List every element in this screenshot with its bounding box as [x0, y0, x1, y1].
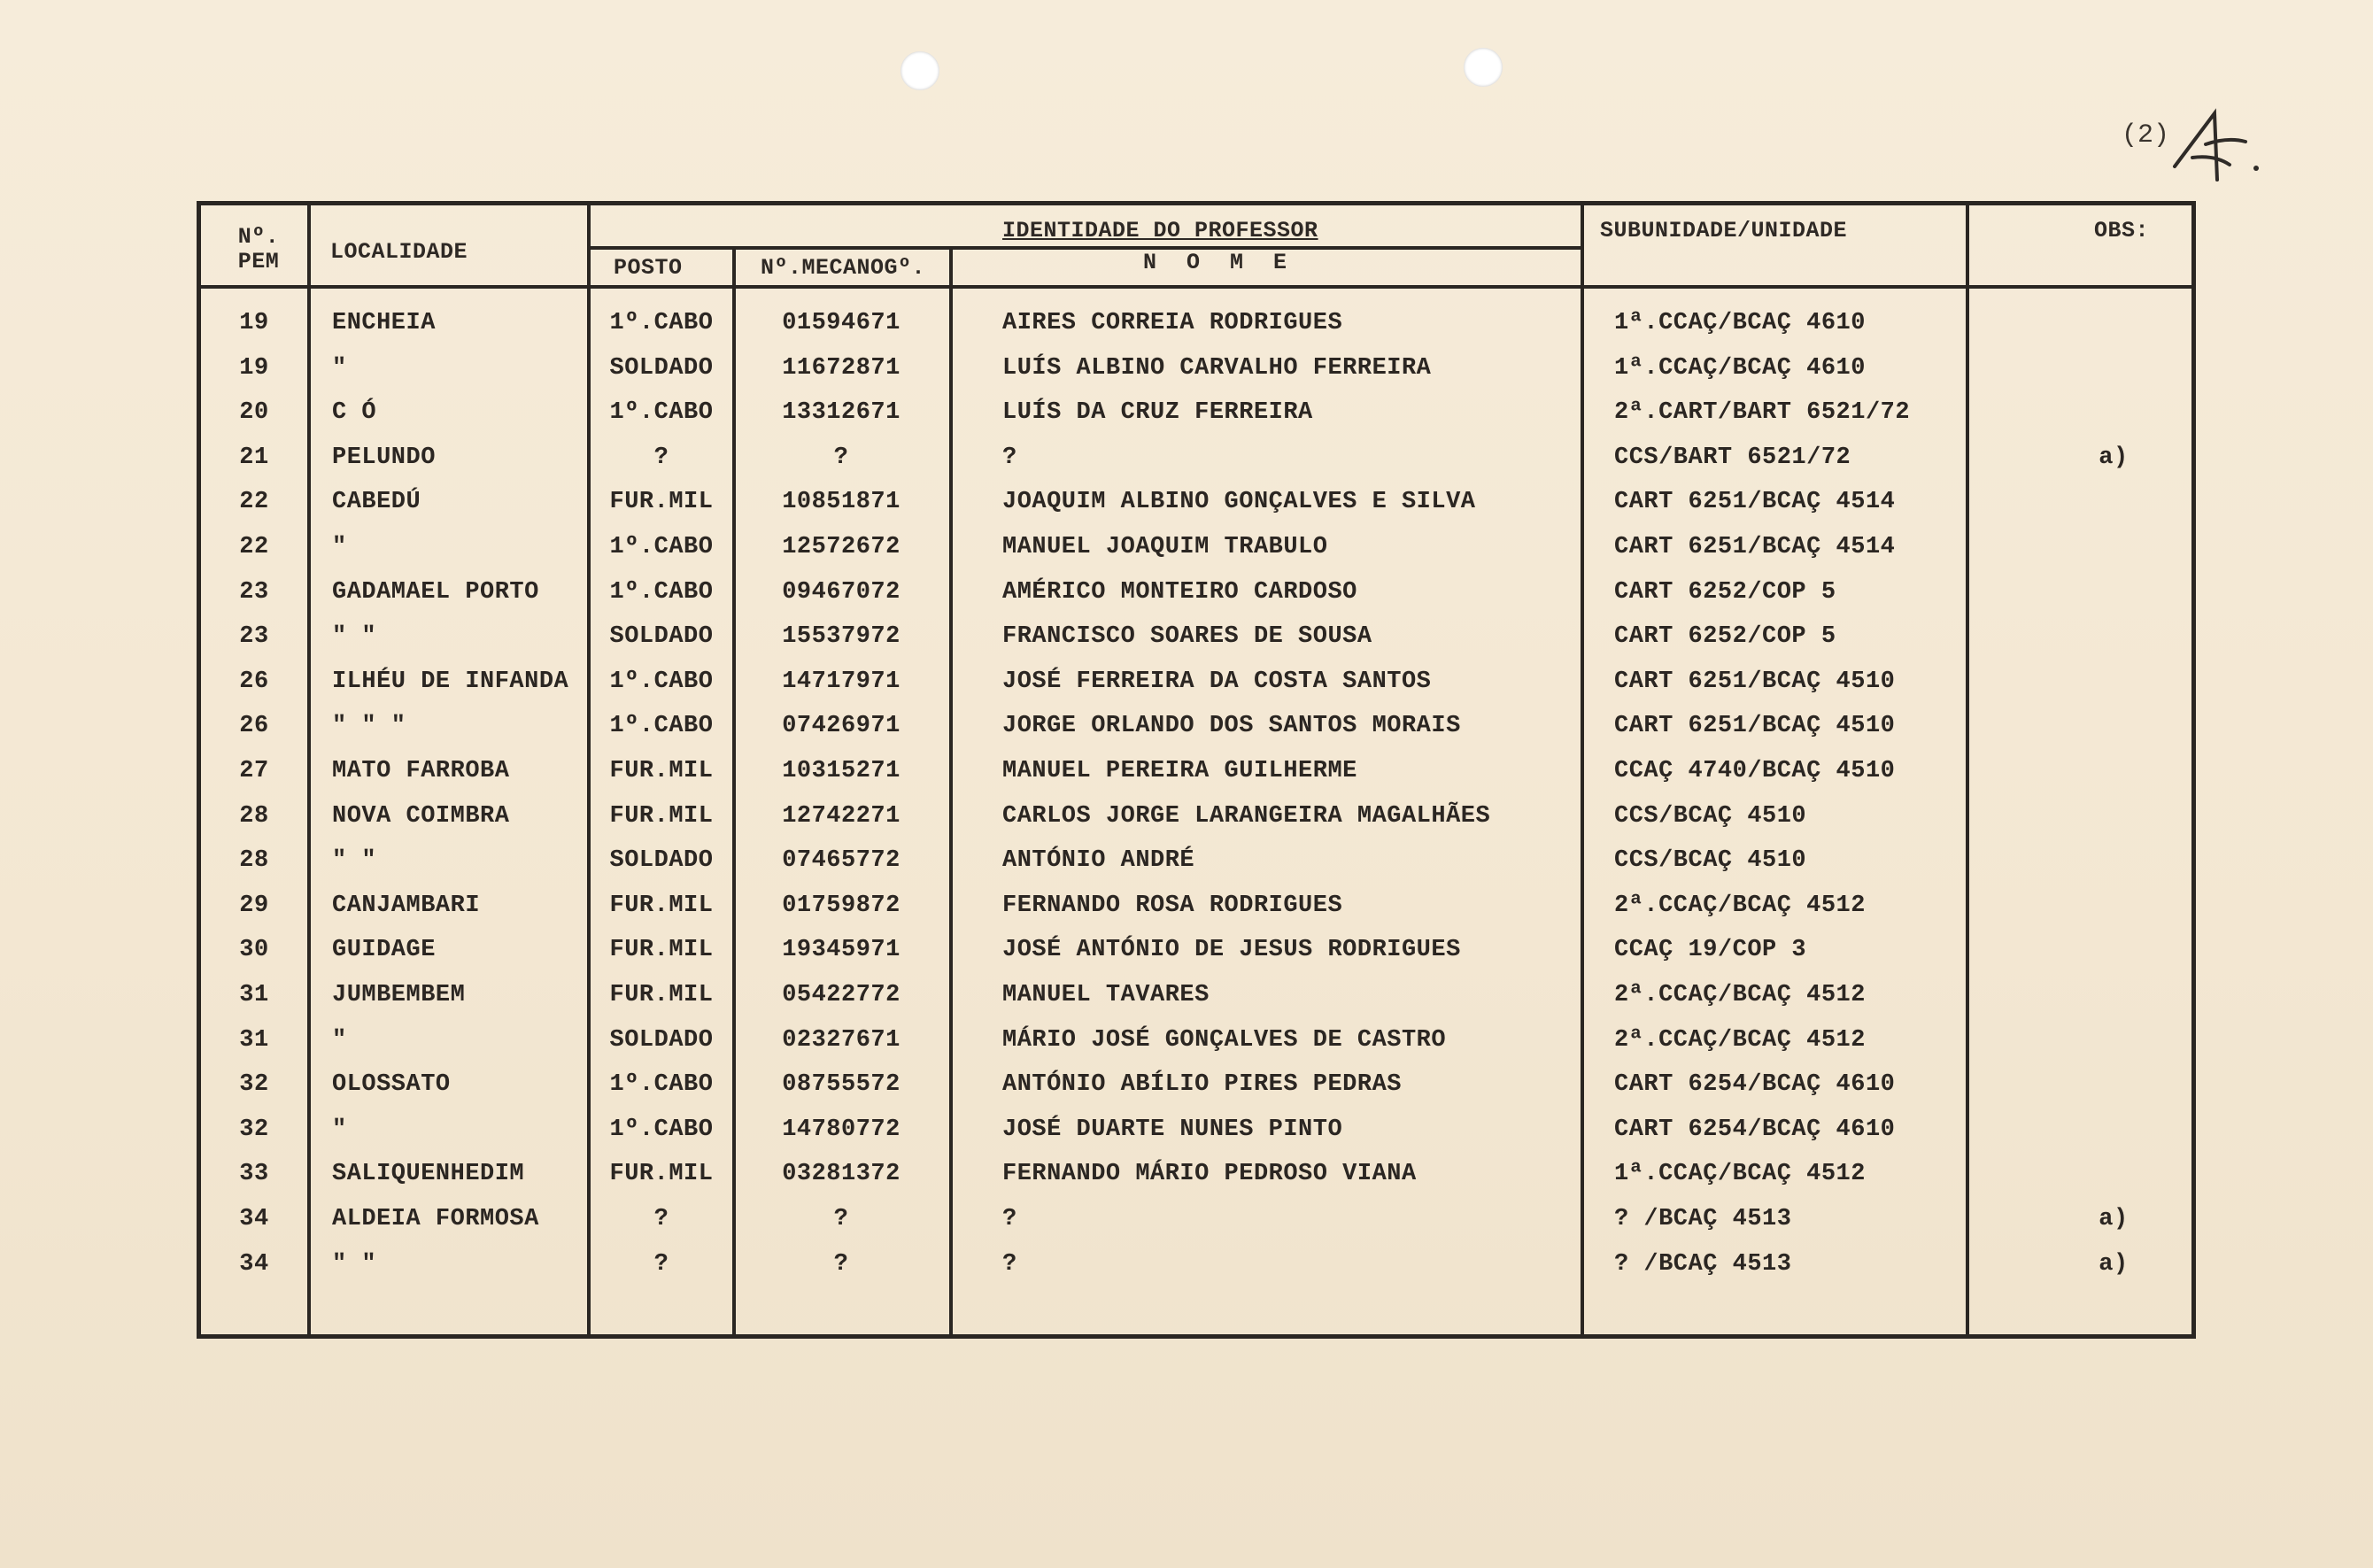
cell-pem: 31	[239, 1026, 269, 1054]
cell-sub: CART 6251/BCAÇ 4510	[1614, 713, 1896, 740]
cell-nome: LUÍS DA CRUZ FERREIRA	[1002, 399, 1313, 427]
cell-sub: CCAÇ 19/COP 3	[1614, 937, 1807, 964]
cell-posto: 1º.CABO	[609, 1116, 714, 1143]
cell-loc: ALDEIA FORMOSA	[332, 1206, 539, 1232]
cell-mec: ?	[833, 1206, 849, 1232]
cell-pem: 32	[239, 1071, 269, 1099]
cell-nome: ANTÓNIO ANDRÉ	[1002, 847, 1195, 875]
cell-posto: SOLDADO	[609, 354, 714, 382]
header-obs: OBS:	[2094, 218, 2150, 243]
cell-pem: 27	[239, 758, 269, 784]
header-nome: N O M E	[1143, 250, 1287, 275]
cell-posto: 1º.CABO	[609, 713, 714, 740]
cell-pem: 28	[239, 802, 269, 830]
cell-loc: "	[332, 1116, 347, 1143]
cell-nome: MANUEL JOAQUIM TRABULO	[1002, 534, 1328, 560]
cell-nome: LUÍS ALBINO CARVALHO FERREIRA	[1002, 354, 1432, 382]
cell-sub: CART 6254/BCAÇ 4610	[1614, 1071, 1896, 1099]
cell-loc: " "	[332, 847, 377, 875]
cell-posto: 1º.CABO	[609, 578, 714, 606]
col-divider	[1966, 205, 1969, 1334]
cell-sub: CART 6252/COP 5	[1614, 578, 1836, 606]
cell-loc: NOVA COIMBRA	[332, 802, 510, 830]
cell-posto: FUR.MIL	[609, 892, 714, 919]
handwritten-initials	[2166, 96, 2263, 184]
cell-nome: ?	[1002, 444, 1017, 471]
cell-mec: 14717971	[782, 668, 901, 695]
cell-loc: " " "	[332, 713, 406, 740]
cell-posto: 1º.CABO	[609, 1071, 714, 1099]
cell-pem: 23	[239, 623, 269, 651]
cell-sub: CART 6251/BCAÇ 4514	[1614, 489, 1896, 516]
cell-obs: a)	[2099, 1250, 2129, 1278]
cell-pem: 29	[239, 892, 269, 919]
cell-pem: 20	[239, 399, 269, 427]
cell-pem: 26	[239, 668, 269, 695]
cell-loc: "	[332, 354, 347, 382]
header-subunidade: SUBUNIDADE/UNIDADE	[1600, 218, 1848, 243]
cell-pem: 31	[239, 982, 269, 1008]
cell-loc: "	[332, 534, 347, 560]
cell-mec: ?	[833, 444, 849, 471]
cell-pem: 34	[239, 1250, 269, 1278]
cell-loc: " "	[332, 1250, 377, 1278]
cell-posto: ?	[653, 1250, 669, 1278]
header-posto: POSTO	[614, 255, 683, 281]
cell-pem: 21	[239, 444, 269, 471]
cell-sub: CCAÇ 4740/BCAÇ 4510	[1614, 758, 1896, 784]
cell-nome: MANUEL PEREIRA GUILHERME	[1002, 758, 1357, 784]
cell-mec: 11672871	[782, 354, 901, 382]
cell-nome: JOSÉ FERREIRA DA COSTA SANTOS	[1002, 668, 1432, 695]
header-subdivider	[587, 246, 1584, 250]
header-identidade: IDENTIDADE DO PROFESSOR	[1002, 218, 1318, 243]
cell-posto: FUR.MIL	[609, 489, 714, 516]
cell-posto: FUR.MIL	[609, 758, 714, 784]
cell-nome: FERNANDO ROSA RODRIGUES	[1002, 892, 1343, 919]
cell-sub: 1ª.CCAÇ/BCAÇ 4610	[1614, 310, 1866, 336]
cell-nome: AIRES CORREIA RODRIGUES	[1002, 310, 1343, 336]
cell-nome: CARLOS JORGE LARANGEIRA MAGALHÃES	[1002, 802, 1491, 830]
cell-nome: ?	[1002, 1250, 1017, 1278]
cell-pem: 19	[239, 354, 269, 382]
cell-loc: JUMBEMBEM	[332, 982, 466, 1008]
cell-pem: 22	[239, 534, 269, 560]
col-divider	[307, 205, 311, 1334]
cell-nome: JORGE ORLANDO DOS SANTOS MORAIS	[1002, 713, 1461, 740]
cell-pem: 23	[239, 578, 269, 606]
cell-nome: FRANCISCO SOARES DE SOUSA	[1002, 623, 1372, 651]
cell-nome: FERNANDO MÁRIO PEDROSO VIANA	[1002, 1161, 1417, 1188]
cell-pem: 26	[239, 713, 269, 740]
punch-hole-right	[1464, 48, 1503, 87]
cell-mec: 03281372	[782, 1161, 901, 1188]
cell-mec: 01759872	[782, 892, 901, 919]
cell-nome: JOSÉ DUARTE NUNES PINTO	[1002, 1116, 1343, 1143]
cell-mec: 10315271	[782, 758, 901, 784]
cell-mec: 01594671	[782, 310, 901, 336]
cell-posto: ?	[653, 444, 669, 471]
cell-loc: ILHÉU DE INFANDA	[332, 668, 569, 695]
cell-loc: CABEDÚ	[332, 489, 421, 516]
cell-loc: PELUNDO	[332, 444, 436, 471]
cell-sub: CART 6251/BCAÇ 4510	[1614, 668, 1896, 695]
cell-pem: 32	[239, 1116, 269, 1143]
header-pem: Nº. PEM	[237, 224, 280, 274]
cell-loc: GADAMAEL PORTO	[332, 578, 539, 606]
cell-sub: 1ª.CCAÇ/BCAÇ 4512	[1614, 1161, 1866, 1188]
cell-posto: ?	[653, 1206, 669, 1232]
cell-sub: CART 6254/BCAÇ 4610	[1614, 1116, 1896, 1143]
cell-sub: CART 6252/COP 5	[1614, 623, 1836, 651]
cell-sub: 2ª.CCAÇ/BCAÇ 4512	[1614, 1026, 1866, 1054]
cell-mec: 08755572	[782, 1071, 901, 1099]
cell-mec: 19345971	[782, 937, 901, 964]
page-number: (2)	[2122, 120, 2170, 151]
cell-loc: OLOSSATO	[332, 1071, 451, 1099]
punch-hole-left	[901, 51, 939, 90]
cell-sub: 2ª.CCAÇ/BCAÇ 4512	[1614, 892, 1866, 919]
cell-mec: 10851871	[782, 489, 901, 516]
cell-loc: MATO FARROBA	[332, 758, 510, 784]
cell-pem: 34	[239, 1206, 269, 1232]
cell-sub: CCS/BCAÇ 4510	[1614, 847, 1807, 875]
cell-mec: 09467072	[782, 578, 901, 606]
cell-mec: 05422772	[782, 982, 901, 1008]
cell-mec: 14780772	[782, 1116, 901, 1143]
cell-mec: 15537972	[782, 623, 901, 651]
cell-nome: MANUEL TAVARES	[1002, 982, 1210, 1008]
cell-posto: 1º.CABO	[609, 310, 714, 336]
cell-posto: FUR.MIL	[609, 802, 714, 830]
cell-sub: CCS/BCAÇ 4510	[1614, 802, 1807, 830]
cell-posto: SOLDADO	[609, 1026, 714, 1054]
cell-pem: 28	[239, 847, 269, 875]
cell-nome: JOSÉ ANTÓNIO DE JESUS RODRIGUES	[1002, 937, 1461, 964]
cell-sub: 2ª.CART/BART 6521/72	[1614, 399, 1911, 427]
cell-loc: C Ó	[332, 399, 377, 427]
cell-posto: SOLDADO	[609, 623, 714, 651]
header-mecanog: Nº.MECANOGº.	[761, 255, 926, 281]
col-divider	[732, 248, 736, 1334]
cell-mec: 02327671	[782, 1026, 901, 1054]
cell-mec: 12572672	[782, 534, 901, 560]
cell-loc: ENCHEIA	[332, 310, 436, 336]
cell-pem: 22	[239, 489, 269, 516]
cell-nome: ?	[1002, 1206, 1017, 1232]
cell-sub: 2ª.CCAÇ/BCAÇ 4512	[1614, 982, 1866, 1008]
col-divider	[949, 248, 953, 1334]
cell-mec: 12742271	[782, 802, 901, 830]
cell-pem: 30	[239, 937, 269, 964]
cell-mec: 07465772	[782, 847, 901, 875]
cell-loc: "	[332, 1026, 347, 1054]
cell-posto: 1º.CABO	[609, 399, 714, 427]
cell-posto: 1º.CABO	[609, 534, 714, 560]
cell-posto: FUR.MIL	[609, 1161, 714, 1188]
cell-loc: GUIDAGE	[332, 937, 436, 964]
cell-sub: CCS/BART 6521/72	[1614, 444, 1851, 471]
cell-pem: 33	[239, 1161, 269, 1188]
cell-mec: ?	[833, 1250, 849, 1278]
cell-mec: 07426971	[782, 713, 901, 740]
cell-posto: 1º.CABO	[609, 668, 714, 695]
cell-loc: " "	[332, 623, 377, 651]
cell-obs: a)	[2099, 1206, 2129, 1232]
cell-nome: ANTÓNIO ABÍLIO PIRES PEDRAS	[1002, 1071, 1402, 1099]
cell-loc: SALIQUENHEDIM	[332, 1161, 525, 1188]
cell-posto: FUR.MIL	[609, 982, 714, 1008]
teachers-table	[197, 201, 2196, 1339]
cell-loc: CANJAMBARI	[332, 892, 481, 919]
cell-pem: 19	[239, 310, 269, 336]
cell-nome: AMÉRICO MONTEIRO CARDOSO	[1002, 578, 1357, 606]
header-localidade: LOCALIDADE	[330, 239, 468, 265]
col-divider	[1581, 205, 1584, 1334]
cell-nome: MÁRIO JOSÉ GONÇALVES DE CASTRO	[1002, 1026, 1447, 1054]
cell-posto: SOLDADO	[609, 847, 714, 875]
cell-sub: 1ª.CCAÇ/BCAÇ 4610	[1614, 354, 1866, 382]
cell-mec: 13312671	[782, 399, 901, 427]
cell-obs: a)	[2099, 444, 2129, 471]
cell-posto: FUR.MIL	[609, 937, 714, 964]
cell-sub: CART 6251/BCAÇ 4514	[1614, 534, 1896, 560]
cell-sub: ? /BCAÇ 4513	[1614, 1206, 1792, 1232]
cell-sub: ? /BCAÇ 4513	[1614, 1250, 1792, 1278]
cell-nome: JOAQUIM ALBINO GONÇALVES E SILVA	[1002, 489, 1476, 516]
header-divider	[201, 285, 2191, 289]
